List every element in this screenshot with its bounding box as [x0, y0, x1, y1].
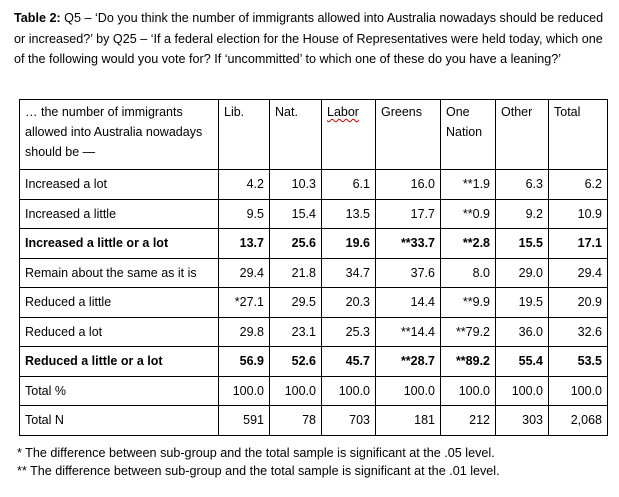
table-cell: 25.6 [270, 229, 322, 259]
table-cell: 591 [219, 406, 270, 436]
table-cell: 6.3 [496, 170, 549, 200]
row-header-cell: … the number of immigrants allowed into Australia nowadays should be — [20, 100, 219, 170]
col-header-total: Total [549, 100, 608, 170]
table-row [20, 170, 608, 200]
table-row [20, 317, 608, 347]
table-cell: 15.5 [496, 229, 549, 259]
table-cell: 34.7 [322, 258, 376, 288]
row-label: Reduced a lot [20, 317, 219, 347]
row-label: Increased a lot [20, 170, 219, 200]
row-label: Total % [20, 376, 219, 406]
table-cell: 78 [270, 406, 322, 436]
col-header-other: Other [496, 100, 549, 170]
table-row [20, 258, 608, 288]
table-cell: 10.3 [270, 170, 322, 200]
table-cell: 21.8 [270, 258, 322, 288]
table-cell: 14.4 [376, 288, 441, 318]
col-header-lib: Lib. [219, 100, 270, 170]
row-label: Increased a little [20, 199, 219, 229]
table-row [20, 376, 608, 406]
table-cell: 20.9 [549, 288, 608, 318]
table-cell: 181 [376, 406, 441, 436]
table-cell: 17.7 [376, 199, 441, 229]
labor-label: Labor [327, 105, 359, 119]
table-cell: 6.1 [322, 170, 376, 200]
table-body [20, 170, 608, 436]
table-cell: 4.2 [219, 170, 270, 200]
table-cell: 100.0 [270, 376, 322, 406]
table-cell: *27.1 [219, 288, 270, 318]
table-cell: 19.6 [322, 229, 376, 259]
table-cell: 37.6 [376, 258, 441, 288]
table-cell: 212 [441, 406, 496, 436]
table-cell: 29.5 [270, 288, 322, 318]
table-cell: **1.9 [441, 170, 496, 200]
table-cell: 100.0 [496, 376, 549, 406]
col-header-nat: Nat. [270, 100, 322, 170]
table-cell: 9.5 [219, 199, 270, 229]
footnote-05: * The difference between sub-group and the total sample is significant at the .05 level. [17, 446, 495, 460]
table-row [20, 229, 608, 259]
table-cell: 45.7 [322, 347, 376, 377]
table-cell: 29.4 [219, 258, 270, 288]
table-cell: **33.7 [376, 229, 441, 259]
table-cell: **14.4 [376, 317, 441, 347]
table-cell: 29.4 [549, 258, 608, 288]
row-label: Reduced a little or a lot [20, 347, 219, 377]
footnotes [17, 444, 500, 480]
col-header-labor [322, 100, 376, 170]
table-cell: 32.6 [549, 317, 608, 347]
table-cell: 2,068 [549, 406, 608, 436]
row-label: Increased a little or a lot [20, 229, 219, 259]
caption-label: Table 2: [14, 11, 61, 25]
col-header-one-nation: One Nation [441, 100, 496, 170]
table-row [20, 199, 608, 229]
table-cell: 100.0 [441, 376, 496, 406]
table-cell: 17.1 [549, 229, 608, 259]
table-cell: 53.5 [549, 347, 608, 377]
table-cell: 303 [496, 406, 549, 436]
table-cell: 10.9 [549, 199, 608, 229]
col-header-greens: Greens [376, 100, 441, 170]
table-row [20, 347, 608, 377]
table-cell: 100.0 [219, 376, 270, 406]
table-cell: 25.3 [322, 317, 376, 347]
table-cell: 8.0 [441, 258, 496, 288]
table-cell: 100.0 [549, 376, 608, 406]
row-label: Total N [20, 406, 219, 436]
table-cell: 55.4 [496, 347, 549, 377]
table-cell: **79.2 [441, 317, 496, 347]
table-cell: 29.0 [496, 258, 549, 288]
table-cell: 9.2 [496, 199, 549, 229]
table-cell: 6.2 [549, 170, 608, 200]
table-cell: **2.8 [441, 229, 496, 259]
table-cell: 100.0 [376, 376, 441, 406]
table-cell: 56.9 [219, 347, 270, 377]
table-row [20, 406, 608, 436]
table-row [20, 288, 608, 318]
table-cell: **89.2 [441, 347, 496, 377]
caption-text: Q5 – ‘Do you think the number of immigrants allowed into Australia nowadays should be reduced or increased?’ by Q25 – ‘If a federal election for the House of Representatives were held today, which one of the following would you vote for? If ‘uncommitted’ to which one of these do you have a leaning?’ [14, 11, 604, 66]
table-cell: 100.0 [322, 376, 376, 406]
table-cell: 13.7 [219, 229, 270, 259]
header-row [20, 100, 608, 170]
table-cell: 36.0 [496, 317, 549, 347]
table-cell: 13.5 [322, 199, 376, 229]
table-cell: 52.6 [270, 347, 322, 377]
table-cell: 15.4 [270, 199, 322, 229]
table-cell: 23.1 [270, 317, 322, 347]
footnote-01: ** The difference between sub-group and the total sample is significant at the .01 level. [17, 464, 500, 478]
table-cell: **0.9 [441, 199, 496, 229]
immigration-vote-table [19, 99, 608, 436]
row-label: Remain about the same as it is [20, 258, 219, 288]
table-cell: **9.9 [441, 288, 496, 318]
row-label: Reduced a little [20, 288, 219, 318]
table-cell: 703 [322, 406, 376, 436]
table-cell: 20.3 [322, 288, 376, 318]
table-cell: 19.5 [496, 288, 549, 318]
table-cell: 16.0 [376, 170, 441, 200]
table-cell: 29.8 [219, 317, 270, 347]
table-cell: **28.7 [376, 347, 441, 377]
table-caption [14, 8, 610, 70]
